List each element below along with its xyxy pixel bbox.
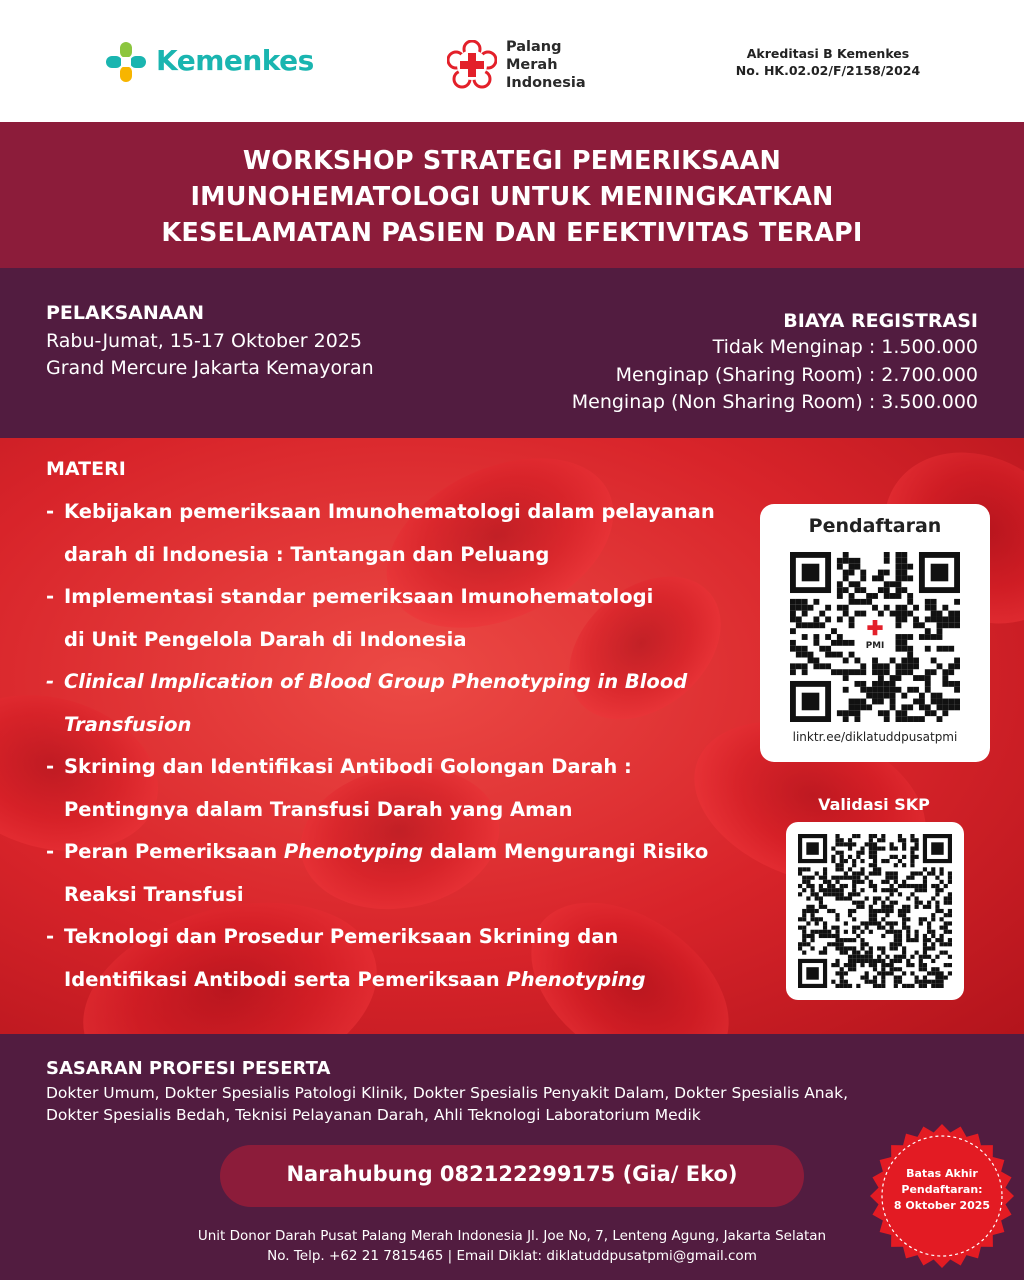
biaya-item: Menginap (Sharing Room) : 2.700.000 [615,363,978,386]
akreditasi-text [728,45,928,79]
title-line: WORKSHOP STRATEGI PEMERIKSAAN [242,146,782,176]
materi-item [46,831,736,916]
pelaksanaan-heading: PELAKSANAAN [46,302,205,324]
pmi-logo-icon [447,40,497,90]
materi-line: - Kebijakan pemeriksaan Imunohematologi dalam pelayanan [64,500,715,523]
kemenkes-logo-text: Kemenkes [156,44,314,77]
pmi-logo-line: Indonesia [506,75,586,91]
materi-line [64,831,736,874]
registration-qr-title: Pendaftaran [808,515,942,537]
sasaran-heading: SASARAN PROFESI PESERTA [46,1058,331,1079]
biaya-item: Menginap (Non Sharing Room) : 3.500.000 [571,391,978,413]
footer-address [140,1226,884,1266]
sasaran-line: Dokter Spesialis Bedah, Teknisi Pelayanan Darah, Ahli Teknologi Laboratorium Medik [46,1106,701,1124]
kemenkes-logo-icon [104,40,148,84]
footer-line: No. Telp. +62 21 7815465 | Email Diklat: diklatuddpusatpmi@gmail.com [267,1248,757,1264]
validasi-heading: Validasi SKP [818,795,930,814]
deadline-line: Pendaftaran: [901,1183,983,1196]
validasi-qr-code[interactable] [798,834,952,988]
deadline-date: 8 Oktober 2025 [893,1199,991,1212]
registration-qr-code[interactable] [790,552,960,722]
biaya-list [572,334,978,417]
event-date: Rabu-Jumat, 15-17 Oktober 2025 [46,330,363,352]
materi-item [46,916,736,1001]
materi-item [46,661,736,746]
sasaran-line: Dokter Umum, Dokter Spesialis Patologi Klinik, Dokter Spesialis Penyakit Dalam, Dokter Spesialis Anak, [46,1084,849,1102]
materi-line [64,959,736,1002]
materi-item [46,576,736,661]
pmi-logo-text [506,38,586,92]
materi-line: - Clinical Implication of Blood Group Phenotyping in Blood [64,670,688,693]
biaya-heading: BIAYA REGISTRASI [783,310,978,332]
biaya-item: Tidak Menginap : 1.500.000 [712,336,978,358]
qr-center-label: PMI [865,641,885,652]
materi-emphasis: Phenotyping [283,840,424,863]
materi-line: - Skrining dan Identifikasi Antibodi Golongan Darah : [64,755,632,778]
deadline-text [880,1166,1004,1214]
materi-item [46,491,736,576]
title-line: KESELAMATAN PASIEN DAN EFEKTIVITAS TERAPI [161,218,863,248]
materi-line: Transfusion [64,712,192,736]
footer-line: Unit Donor Darah Pusat Palang Merah Indonesia Jl. Joe No, 7, Lenteng Agung, Jakarta Selatan [197,1228,827,1244]
page-title [60,143,964,251]
materi-text: dalam Mengurangi Risiko [423,840,709,863]
title-line: IMUNOHEMATOLOGI UNTUK MENINGKATKAN [190,182,834,212]
event-venue: Grand Mercure Jakarta Kemayoran [46,357,374,379]
sasaran-text [46,1082,976,1126]
materi-list [46,491,736,1001]
akreditasi-number: No. HK.02.02/F/2158/2024 [735,63,921,78]
materi-item [46,746,736,831]
materi-text: Peran Pemeriksaan [64,840,284,863]
deadline-line: Batas Akhir [906,1167,978,1180]
pmi-logo-line: Palang [506,39,562,55]
pelaksanaan-details [46,328,374,382]
pmi-logo-line: Merah [506,57,558,73]
materi-emphasis: Phenotyping [506,967,646,991]
materi-line: - Implementasi standar pemeriksaan Imunohematologi [64,585,654,608]
akreditasi-line: Akreditasi B Kemenkes [746,46,910,61]
materi-line: - Teknologi dan Prosedur Pemeriksaan Skrining dan [64,925,619,948]
materi-line: darah di Indonesia : Tantangan dan Peluang [64,542,550,566]
materi-heading: MATERI [46,458,126,480]
materi-line: Reaksi Transfusi [64,882,244,906]
materi-line: di Unit Pengelola Darah di Indonesia [64,627,467,651]
materi-line: Pentingnya dalam Transfusi Darah yang Aman [64,797,573,821]
registration-link[interactable]: linktr.ee/diklatuddpusatpmi [792,730,958,744]
contact-text: Narahubung 082122299175 (Gia/ Eko) [286,1162,738,1186]
materi-text: Identifikasi Antibodi serta Pemeriksaan [64,967,507,991]
